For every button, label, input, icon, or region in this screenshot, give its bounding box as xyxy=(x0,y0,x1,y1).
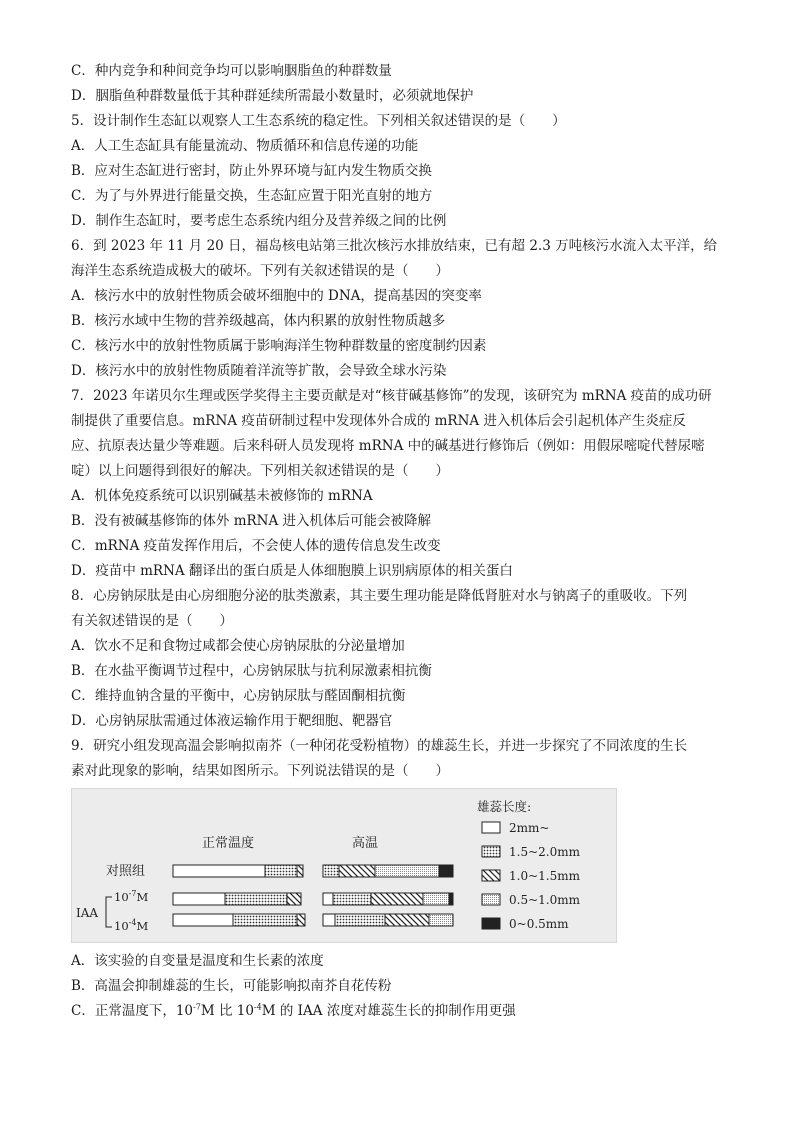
svg-text:0~0.5mm: 0~0.5mm xyxy=(509,917,569,931)
bar-normal-iaa-1e-4 xyxy=(173,914,305,926)
text-line: C．维持血钠含量的平衡中，心房钠尿肽与醛固酮相抗衡 xyxy=(71,688,406,704)
option-c-line: C．正常温度下，$10^{-7}M$ 比 $10^{-4}M$ 的 IAA 浓度对雄蕊生长的抑制作用更强 xyxy=(71,1002,516,1019)
answer-options-block xyxy=(71,949,731,999)
high-temp-label: 高温 xyxy=(352,836,379,851)
conc-1e-4-label: $10^{-4}M$ xyxy=(114,918,149,933)
text-line: 9．研究小组发现高温会影响拟南芥（一种闭花受粉植物）的雄蕊生长，并进一步探究了不同浓度的生长 xyxy=(71,738,688,754)
text-line: C．种内竞争和种间竞争均可以影响胭脂鱼的种群数量 xyxy=(71,63,392,79)
text-line: C．核污水中的放射性物质属于影响海洋生物种群数量的密度制约因素 xyxy=(71,338,487,354)
legend-title: 雄蕊长度: xyxy=(477,799,532,814)
text-line: 啶）以上问题得到很好的解决。下列相关叙述错误的是（ ） xyxy=(71,463,449,479)
text-line: B．没有被碱基修饰的体外 mRNA 进入机体后可能会被降解 xyxy=(71,513,432,529)
text-line: B．核污水域中生物的营养级越高，体内积累的放射性物质越多 xyxy=(71,313,446,329)
svg-text:1.5~2.0mm: 1.5~2.0mm xyxy=(509,845,580,859)
legend-item-0-0-5mm xyxy=(482,917,569,931)
text-line: 5．设计制作生态缸以观察人工生态系统的稳定性。下列相关叙述错误的是（ ） xyxy=(71,113,566,129)
text-line: 7．2023 年诺贝尔生理或医学奖得主主要贡献是对“核苷碱基修饰”的发现，该研究为 mRNA 疫苗的成功研 xyxy=(71,388,712,404)
text-line: 海洋生态系统造成极大的破坏。下列有关叙述错误的是（ ） xyxy=(71,263,449,279)
text-line: C．为了与外界进行能量交换，生态缸应置于阳光直射的地方 xyxy=(71,188,433,204)
control-group-label: 对照组 xyxy=(106,864,146,879)
stamen-length-figure xyxy=(71,788,617,943)
text-line: B．应对生态缸进行密封，防止外界环境与缸内发生物质交换 xyxy=(71,163,432,179)
text-line: 制提供了重要信息。mRNA 疫苗研制过程中发现体外合成的 mRNA 进入机体后会引起机体产生炎症反 xyxy=(71,413,686,429)
text-line: C．mRNA 疫苗发挥作用后，不会使人体的遗传信息发生改变 xyxy=(71,538,441,554)
exam-page xyxy=(71,59,731,1024)
normal-temp-label: 正常温度 xyxy=(202,836,255,851)
text-line: A．机体免疫系统可以识别碱基未被修饰的 mRNA xyxy=(71,488,373,504)
text-line: D．胭脂鱼种群数量低于其种群延续所需最小数量时，必须就地保护 xyxy=(71,88,474,104)
question-text-block xyxy=(71,59,731,784)
svg-text:1.0~1.5mm: 1.0~1.5mm xyxy=(509,869,580,883)
text-line: 6．到 2023 年 11 月 20 日，福岛核电站第三批次核污水排放结束，已有超 2.3 万吨核污水流入太平洋，给 xyxy=(71,238,718,254)
text-line: D．疫苗中 mRNA 翻译出的蛋白质是人体细胞膜上识别病原体的相关蛋白 xyxy=(71,563,513,579)
text-line: 有关叙述错误的是（ ） xyxy=(71,613,233,629)
bar-high-iaa-1e-7 xyxy=(323,893,453,905)
iaa-bracket xyxy=(106,897,112,927)
text-line: D．核污水中的放射性物质随着洋流等扩散，会导致全球水污染 xyxy=(71,363,447,379)
svg-text:0.5~1.0mm: 0.5~1.0mm xyxy=(509,893,580,907)
stamen-length-chart xyxy=(72,789,616,942)
conc-1e-7-label: $10^{-7}M$ xyxy=(114,889,149,904)
legend-item-2mm xyxy=(482,821,549,835)
legend-item-1-0-1-5mm xyxy=(482,869,581,883)
text-line: B．高温会抑制雄蕊的生长，可能影响拟南芥自花传粉 xyxy=(71,978,392,994)
bar-high-control xyxy=(323,865,453,877)
iaa-label: IAA xyxy=(76,906,99,920)
text-line: A．饮水不足和食物过咸都会使心房钠尿肽的分泌量增加 xyxy=(71,638,405,654)
text-line: D．心房钠尿肽需通过体液运输作用于靶细胞、靶器官 xyxy=(71,713,393,729)
legend-item-1-5-2-0mm xyxy=(482,845,581,859)
legend-item-0-5-1-0mm xyxy=(482,893,581,907)
text-line: 8．心房钠尿肽是由心房细胞分泌的肽类激素，其主要生理功能是降低肾脏对水与钠离子的重吸收。下列 xyxy=(71,588,688,604)
text-line: A．该实验的自变量是温度和生长素的浓度 xyxy=(71,953,324,969)
text-line: A．核污水中的放射性物质会破坏细胞中的 DNA，提高基因的突变率 xyxy=(71,288,482,304)
text-line: 应、抗原表达量少等难题。后来科研人员发现将 mRNA 中的碱基进行修饰后（例如：用假尿嘧啶代替尿嘧 xyxy=(71,438,705,454)
text-line: D．制作生态缸时，要考虑生态系统内组分及营养级之间的比例 xyxy=(71,213,447,229)
text-line: A．人工生态缸具有能量流动、物质循环和信息传递的功能 xyxy=(71,138,419,154)
bar-high-iaa-1e-4 xyxy=(323,914,453,926)
text-line: B．在水盐平衡调节过程中，心房钠尿肽与抗利尿激素相抗衡 xyxy=(71,663,432,679)
svg-text:2mm~: 2mm~ xyxy=(509,821,550,835)
bar-normal-iaa-1e-7 xyxy=(173,893,301,905)
bar-normal-control xyxy=(173,865,303,877)
text-line: 素对此现象的影响，结果如图所示。下列说法错误的是（ ） xyxy=(71,763,449,779)
